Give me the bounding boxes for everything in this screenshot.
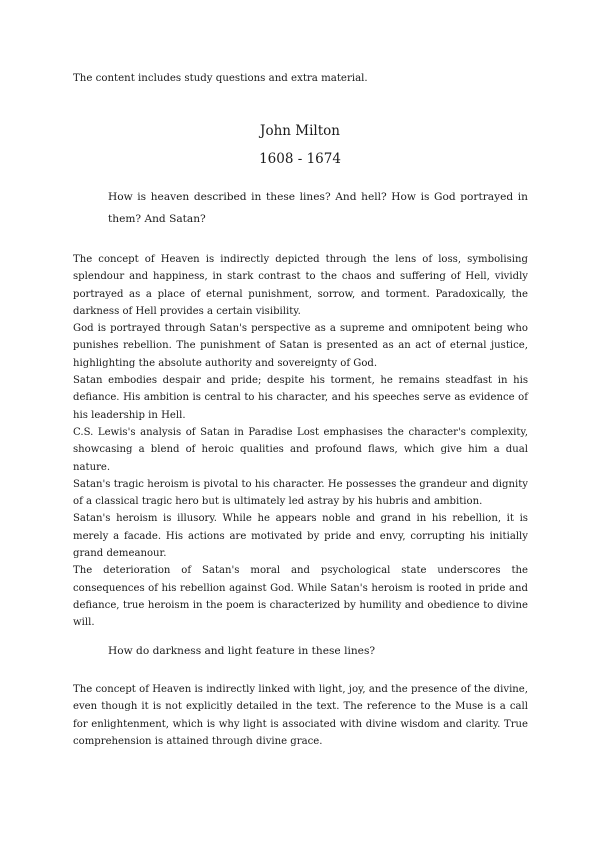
- intro-note: The content includes study questions and extra material.: [73, 73, 368, 84]
- study-question-2: How do darkness and light feature in these lines?: [108, 645, 376, 657]
- answer-paragraph: God is portrayed through Satan's perspective as a supreme and omnipotent being who punishes rebellion. The punishment of Satan is presented as an act of eternal justice, highlighting the absolute authority and sovereignty of God.: [73, 323, 528, 369]
- answer-paragraph: The concept of Heaven is indirectly depicted through the lens of loss, symbolising splendour and happiness, in stark contrast to the chaos and suffering of Hell, vividly portrayed as a place of eternal punishment, sorrow, and torment. Paradoxically, the darkness of Hell provides a certain visibility.: [73, 254, 528, 317]
- study-question-1: How is heaven described in these lines? And hell? How is God portrayed in them? And Satan?: [108, 191, 528, 225]
- answer-paragraph: C.S. Lewis's analysis of Satan in Paradise Lost emphasises the character's complexity, showcasing a blend of heroic qualities and profound flaws, which give him a dual nature.: [73, 426, 528, 473]
- answer-paragraph: Satan embodies despair and pride; despite his torment, he remains steadfast in his defiance. His ambition is central to his character, and his speeches serve as evidence of his leadership in Hell.: [73, 375, 528, 421]
- answer-section-1: [73, 251, 528, 632]
- answer-paragraph: Satan's heroism is illusory. While he appears noble and grand in his rebellion, it is merely a facade. His actions are motivated by pride and envy, corrupting his initially grand demeanour.: [73, 513, 528, 560]
- answer-section-2: [73, 681, 528, 750]
- author-years: 1608 - 1674: [259, 151, 341, 167]
- answer-paragraph: The deterioration of Satan's moral and psychological state underscores the consequences of his rebellion against God. While Satan's heroism is rooted in pride and defiance, true heroism in the poem is characterized by humility and obedience to divine will.: [73, 565, 528, 629]
- answer-paragraph: Satan's tragic heroism is pivotal to his character. He possesses the grandeur and dignity of a classical tragic hero but is ultimately led astray by his hubris and ambition.: [73, 478, 528, 508]
- author-name: John Milton: [260, 123, 340, 139]
- answer-paragraph: The concept of Heaven is indirectly linked with light, joy, and the presence of the divine, even though it is not explicitly detailed in the text. The reference to the Muse is a call for enlightenment, which is why light is associated with divine wisdom and clarity. True comprehension is attained through divine grace.: [73, 684, 528, 747]
